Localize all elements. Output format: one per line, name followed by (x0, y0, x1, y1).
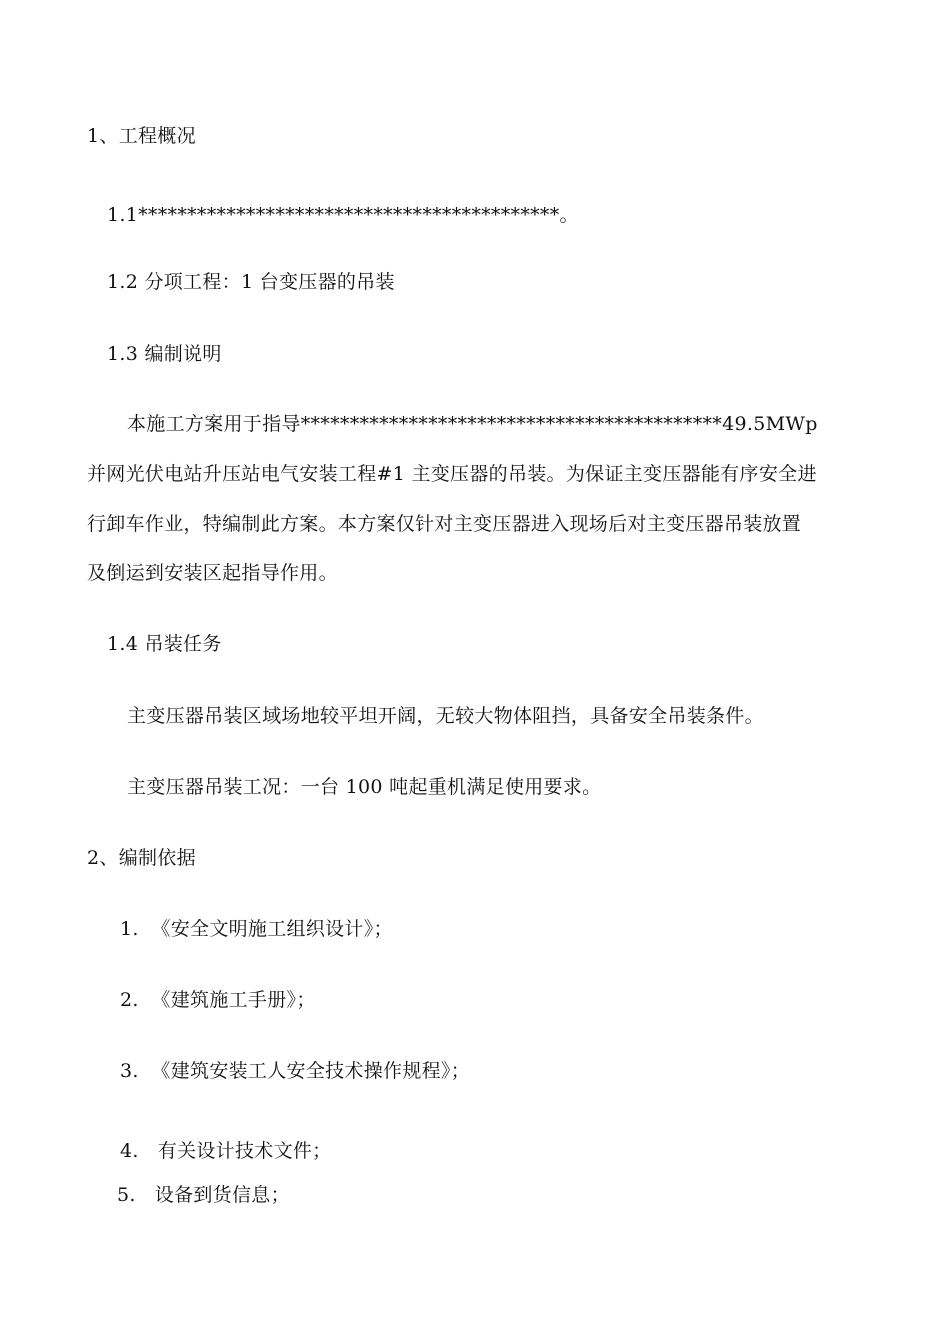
section-1-4-para2: 主变压器吊装工况：一台 100 吨起重机满足使用要求。 (127, 776, 602, 798)
reference-item-4 (120, 1139, 331, 1163)
reference-text: 《建筑施工手册》； (151, 989, 316, 1011)
section-1-3-para-line3: 行卸车作业，特编制此方案。本方案仅针对主变压器进入现场后对主变压器吊装放置 (87, 513, 802, 535)
reference-number: 2. (120, 989, 139, 1011)
reference-item-2 (120, 988, 316, 1012)
reference-item-5 (117, 1183, 290, 1207)
reference-number: 4. (120, 1140, 139, 1162)
reference-number: 5. (117, 1184, 136, 1206)
reference-text: 《建筑安装工人安全技术操作规程》； (151, 1060, 471, 1082)
section-1-3: 1.3 编制说明 (107, 343, 222, 365)
reference-number: 3. (120, 1060, 139, 1082)
reference-text: 设备到货信息； (154, 1184, 290, 1206)
section-1-3-para-line2: 并网光伏电站升压站电气安装工程#1 主变压器的吊装。为保证主变压器能有序安全进 (87, 463, 817, 485)
section-1-4: 1.4 吊装任务 (107, 633, 222, 655)
reference-item-1 (120, 917, 393, 941)
section-1-1: 1.1*******************************************。 (107, 204, 579, 226)
section-2-heading: 2、编制依据 (87, 847, 196, 869)
reference-text: 有关设计技术文件； (157, 1140, 332, 1162)
section-1-3-para-line4: 及倒运到安装区起指导作用。 (87, 562, 338, 584)
reference-number: 1. (120, 918, 139, 940)
section-1-2: 1.2 分项工程：1 台变压器的吊装 (107, 271, 395, 293)
reference-item-3 (120, 1059, 470, 1083)
reference-text: 《安全文明施工组织设计》； (151, 918, 393, 940)
section-1-3-para-line1: 本施工方案用于指导*******************************************49.5MWp (127, 413, 818, 435)
section-1-4-para1: 主变压器吊装区域场地较平坦开阔，无较大物体阻挡，具备安全吊装条件。 (127, 705, 764, 727)
section-1-heading: 1、工程概况 (87, 125, 196, 147)
